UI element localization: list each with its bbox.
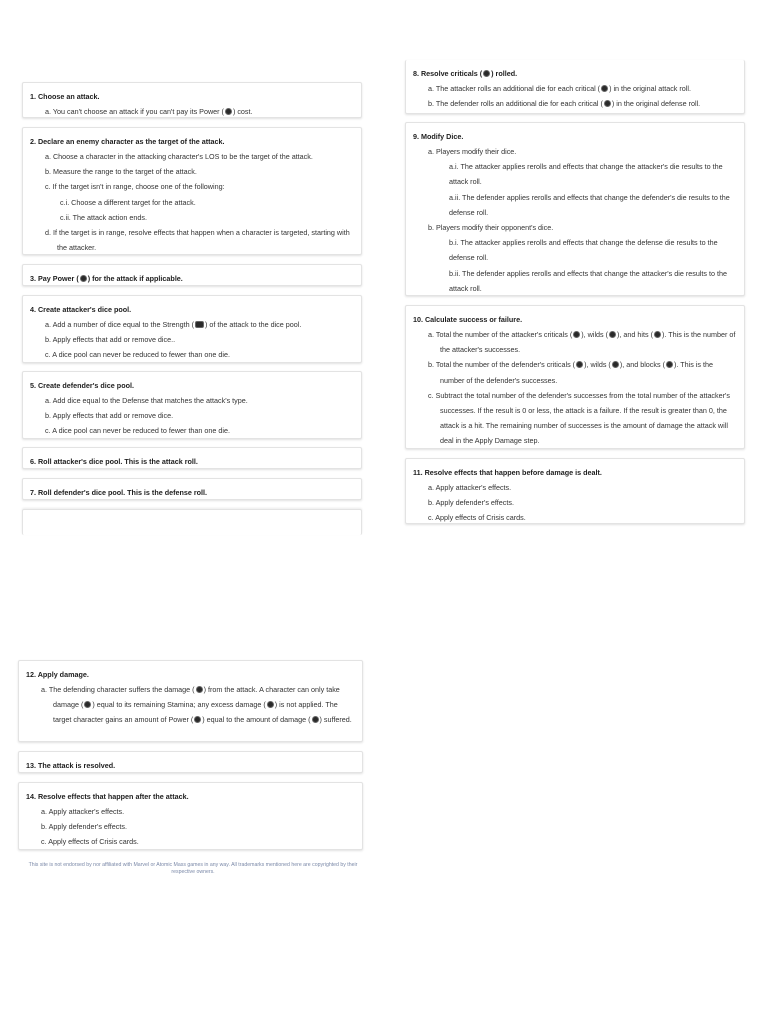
step-11-card	[405, 458, 745, 524]
step-item: d. If the target is in range, resolve effects that happen when a character is targeted, starting with the attacker.	[45, 228, 350, 253]
step-item: b. Apply defender's effects.	[428, 498, 514, 508]
text: a. The defending character suffers the damage (	[41, 685, 195, 694]
step-title: 7. Roll defender's dice pool. This is the defense roll.	[30, 488, 208, 497]
critical-icon	[601, 85, 608, 92]
step-8-card	[405, 60, 745, 114]
text: ) in the original defense roll.	[611, 99, 701, 109]
step-item	[413, 357, 737, 387]
step-7-card	[22, 478, 362, 500]
step-title: 14. Resolve effects that happen after the attack.	[26, 792, 189, 801]
strength-icon	[195, 321, 204, 328]
step-subitem: b.i. The attacker applies rerolls and effects that change the defense die results to the defense roll.	[449, 238, 718, 263]
step-5-card	[22, 371, 362, 439]
step-subitem: c.ii. The attack action ends.	[60, 212, 147, 222]
text: ) equal to its remaining Stamina; any excess damage (	[92, 700, 266, 710]
step-8-card-cont	[22, 509, 362, 535]
footer-disclaimer: This site is not endorsed by nor affiliated with Marvel or Atomic Mass games in any way. All trademarks mentioned here are copyrighted by their respective owners.	[28, 862, 358, 875]
step-4-card	[22, 295, 362, 363]
text: ) cost.	[232, 107, 253, 116]
text: ) for the attack if applicable.	[87, 274, 183, 283]
step-title: 2. Declare an enemy character as the target of the attack.	[30, 137, 225, 146]
step-6-card	[22, 447, 362, 469]
step-item: a. Apply attacker's effects.	[41, 807, 125, 816]
block-icon	[666, 361, 673, 368]
power-icon	[80, 275, 87, 282]
step-item: b. Measure the range to the target of the attack.	[45, 167, 197, 177]
step-subitem: a.i. The attacker applies rerolls and effects that change the attacker's die results to the attack roll.	[449, 162, 723, 187]
text: ), wilds (	[581, 330, 609, 339]
text: ), and hits (	[617, 330, 653, 339]
step-item: a. Add dice equal to the Defense that matches the attack's type.	[45, 396, 248, 405]
step-12-card	[18, 660, 363, 742]
step-item	[26, 682, 355, 728]
text: 3. Pay Power (	[30, 274, 79, 283]
text: ), and blocks (	[619, 360, 665, 370]
step-10-card	[405, 305, 745, 449]
step-subitem: c.i. Choose a different target for the attack.	[60, 197, 196, 207]
step-subitem: a.ii. The defender applies rerolls and effects that change the defender's die results to the defense roll.	[449, 192, 730, 217]
text: a. Total the number of the attacker's criticals (	[428, 330, 573, 339]
text: ). This is the number of the defender's successes.	[440, 360, 713, 385]
damage-icon	[196, 686, 203, 693]
text: b. The defender rolls an additional die for each critical (	[428, 99, 603, 109]
step-item	[30, 104, 354, 119]
step-item: a. Apply attacker's effects.	[428, 483, 512, 492]
step-title: 5. Create defender's dice pool.	[30, 381, 134, 390]
text: ) of the attack to the dice pool.	[205, 320, 302, 329]
step-title	[413, 66, 737, 81]
step-item: b. Apply effects that add or remove dice..	[45, 335, 176, 345]
step-item: c. Apply effects of Crisis cards.	[428, 513, 526, 523]
step-title: 11. Resolve effects that happen before damage is dealt.	[413, 468, 602, 477]
text: ) rolled.	[491, 69, 518, 78]
text: ) equal to the amount of damage (	[202, 715, 311, 725]
step-title: 9. Modify Dice.	[413, 132, 464, 141]
step-item	[413, 81, 737, 96]
step-item: c. A dice pool can never be reduced to fewer than one die.	[45, 426, 231, 436]
step-item: a. Players modify their dice.	[428, 147, 517, 156]
text: b. Total the number of the defender's criticals (	[428, 360, 576, 370]
step-item: b. Apply effects that add or remove dice.	[45, 411, 174, 421]
text: ) suffered.	[319, 715, 352, 725]
text: ) in the original attack roll.	[609, 84, 691, 93]
power-icon	[225, 108, 232, 115]
step-3-card	[22, 264, 362, 286]
step-title: 1. Choose an attack.	[30, 92, 100, 101]
step-14-card	[18, 782, 363, 850]
hit-icon	[654, 331, 661, 338]
step-9-card	[405, 122, 745, 296]
critical-icon	[576, 361, 583, 368]
text: a. The attacker rolls an additional die for each critical (	[428, 84, 601, 93]
step-title: 12. Apply damage.	[26, 670, 89, 679]
step-item: c. Apply effects of Crisis cards.	[41, 837, 139, 847]
step-item: c. A dice pool can never be reduced to fewer than one die.	[45, 350, 231, 360]
step-item: b. Apply defender's effects.	[41, 822, 127, 832]
step-1-card	[22, 82, 362, 118]
step-item	[30, 317, 354, 332]
step-item	[413, 327, 737, 357]
power-icon	[194, 716, 201, 723]
critical-icon	[483, 70, 490, 77]
step-2-card	[22, 127, 362, 255]
wild-icon	[612, 361, 619, 368]
text: ) is not applied. The target character gains an amount of Power (	[53, 700, 338, 725]
step-item: c. If the target isn't in range, choose one of the following:	[45, 182, 225, 192]
text: 8. Resolve criticals (	[413, 69, 483, 78]
step-item	[413, 96, 737, 111]
step-title: 13. The attack is resolved.	[26, 761, 116, 770]
step-title: 6. Roll attacker's dice pool. This is the attack roll.	[30, 457, 198, 466]
step-item: c. Subtract the total number of the defender's successes from the total number of the attacker's successes. If the result is 0 or less, the attack is a failure. If the result is greater than 0, the attack is a hit. The remaining number of successes is the amount of damage the attack will deal in the Apply Damage step.	[428, 390, 730, 446]
step-item: a. Choose a character in the attacking character's LOS to be the target of the attack.	[45, 152, 313, 161]
damage-icon	[267, 701, 274, 708]
text: ). This is the number of the attacker's successes.	[440, 330, 736, 355]
step-13-card	[18, 751, 363, 773]
damage-icon	[312, 716, 319, 723]
text: ), wilds (	[584, 360, 611, 370]
step-subitem: b.ii. The defender applies rerolls and effects that change the attacker's die results to the attack roll.	[449, 268, 727, 293]
step-item: b. Players modify their opponent's dice.	[428, 223, 554, 233]
text: a. You can't choose an attack if you can't pay its Power (	[45, 107, 224, 116]
damage-icon	[84, 701, 91, 708]
critical-icon	[573, 331, 580, 338]
text: ) from the attack. A character can only take damage (	[53, 685, 340, 710]
step-title: 10. Calculate success or failure.	[413, 315, 523, 324]
critical-icon	[604, 100, 611, 107]
step-title	[30, 271, 354, 286]
text: a. Add a number of dice equal to the Strength (	[45, 320, 195, 329]
wild-icon	[609, 331, 616, 338]
step-title: 4. Create attacker's dice pool.	[30, 305, 132, 314]
